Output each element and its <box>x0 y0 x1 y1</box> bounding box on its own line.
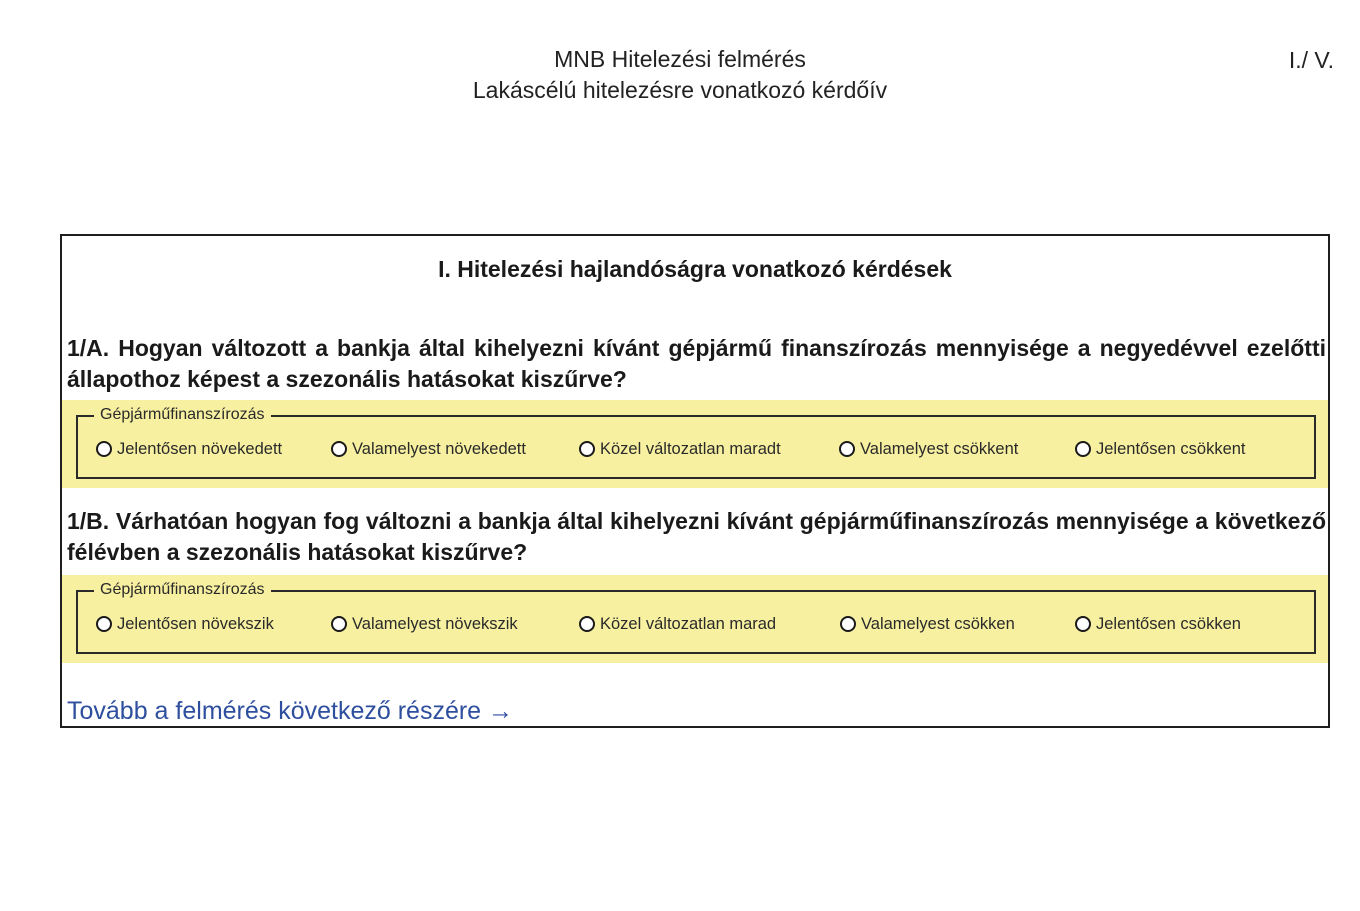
question-1a-group-label: Gépjárműfinanszírozás <box>94 406 271 424</box>
radio-button[interactable] <box>96 441 112 457</box>
question-1a-text: 1/A. Hogyan változott a bankja által kihelyezni kívánt gépjármű finanszírozás mennyisége a negyedévvel ezelőtti állapothoz képest a szezonális hatásokat kiszűrve? <box>67 335 1326 392</box>
option-label: Jelentősen növekedett <box>117 439 283 458</box>
radio-button[interactable] <box>96 616 112 632</box>
option-label: Valamelyest csökkent <box>860 439 1019 458</box>
next-section-link[interactable]: Tovább a felmérés következő részére → <box>67 697 514 725</box>
survey-form-frame <box>60 234 1330 728</box>
q1a-option-slight-increase[interactable] <box>331 438 526 460</box>
radio-button[interactable] <box>579 616 595 632</box>
q1a-option-unchanged[interactable] <box>579 438 781 460</box>
questionnaire-subtitle: Lakáscélú hitelezésre vonatkozó kérdőív <box>472 77 888 103</box>
radio-button[interactable] <box>839 441 855 457</box>
question-1b-radio-group <box>76 581 1316 654</box>
radio-button[interactable] <box>331 441 347 457</box>
q1b-option-slight-increase[interactable] <box>331 613 518 635</box>
option-label: Jelentősen növekszik <box>117 614 274 633</box>
radio-button[interactable] <box>579 441 595 457</box>
question-1a-answer-band <box>62 400 1328 488</box>
option-label: Valamelyest növekedett <box>352 439 526 458</box>
option-label: Közel változatlan marad <box>600 614 777 633</box>
question-1b-group-label: Gépjárműfinanszírozás <box>94 581 271 599</box>
document-header <box>0 44 1360 106</box>
question-1a-radio-group <box>76 406 1316 479</box>
option-label: Közel változatlan maradt <box>600 439 781 458</box>
q1a-option-significant-decrease[interactable] <box>1075 438 1246 460</box>
q1b-option-unchanged[interactable] <box>579 613 776 635</box>
q1b-option-significant-increase[interactable] <box>96 613 274 635</box>
question-1b-answer-band <box>62 575 1328 663</box>
survey-title: MNB Hitelezési felmérés <box>554 46 806 72</box>
q1b-option-slight-decrease[interactable] <box>840 613 1015 635</box>
q1a-option-significant-increase[interactable] <box>96 438 282 460</box>
option-label: Jelentősen csökkent <box>1096 439 1246 458</box>
radio-button[interactable] <box>1075 616 1091 632</box>
question-1b-text: 1/B. Várhatóan hogyan fog változni a bankja által kihelyezni kívánt gépjárműfinanszírozás mennyisége a következő félévben a szezonális hatásokat kiszűrve? <box>67 508 1326 565</box>
q1a-option-slight-decrease[interactable] <box>839 438 1018 460</box>
page-indicator: I./ V. <box>1288 47 1334 73</box>
radio-button[interactable] <box>331 616 347 632</box>
radio-button[interactable] <box>840 616 856 632</box>
option-label: Valamelyest növekszik <box>352 614 518 633</box>
section-title: I. Hitelezési hajlandóságra vonatkozó kérdések <box>438 256 952 282</box>
radio-button[interactable] <box>1075 441 1091 457</box>
option-label: Valamelyest csökken <box>861 614 1015 633</box>
q1b-option-significant-decrease[interactable] <box>1075 613 1241 635</box>
option-label: Jelentősen csökken <box>1096 614 1241 633</box>
